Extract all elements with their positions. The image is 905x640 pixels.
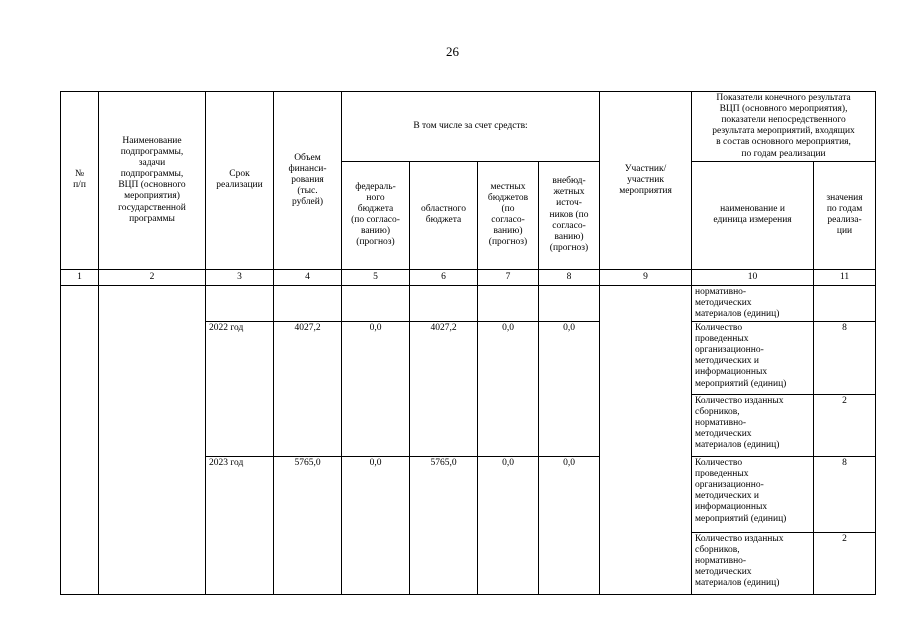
indicator-value: 8 [814, 321, 876, 394]
colnum: 2 [99, 269, 206, 285]
indicator-value: 2 [814, 394, 876, 456]
year-2023-local: 0,0 [478, 456, 539, 594]
cont-regional [410, 285, 478, 321]
indicator-value [814, 285, 876, 321]
colnum: 5 [342, 269, 410, 285]
header-name: Наименование подпрограммы, задачи подпрограммы, ВЦП (основного мероприятия) государственной программы [99, 92, 206, 270]
row-participant-cell [600, 285, 692, 594]
indicator-value: 8 [814, 456, 876, 532]
indicator-name: нормативно- методических материалов (единиц) [692, 285, 814, 321]
program-table [60, 91, 876, 595]
colnum: 7 [478, 269, 539, 285]
year-2022-extra: 0,0 [539, 321, 600, 456]
header-sources-group: В том числе за счет средств: [342, 92, 600, 162]
year-2023-total: 5765,0 [274, 456, 342, 594]
colnum: 11 [814, 269, 876, 285]
cont-federal [342, 285, 410, 321]
indicator-name: Количество изданных сборников, нормативно- методических материалов (единиц) [692, 532, 814, 594]
row-number-cell [61, 285, 99, 594]
header-participant: Участник/ участник мероприятия [600, 92, 692, 270]
indicator-name: Количество проведенных организационно- методических и информационных мероприятий (единиц) [692, 321, 814, 394]
header-number: № п/п [61, 92, 99, 270]
cont-total [274, 285, 342, 321]
header-indicator-name: наименование и единица измерения [692, 161, 814, 269]
header-period: Срок реализации [206, 92, 274, 270]
colnum: 1 [61, 269, 99, 285]
year-2023-extra: 0,0 [539, 456, 600, 594]
row-name-cell [99, 285, 206, 594]
colnum: 10 [692, 269, 814, 285]
colnum: 9 [600, 269, 692, 285]
year-2022-total: 4027,2 [274, 321, 342, 456]
year-2023-regional: 5765,0 [410, 456, 478, 594]
year-2022-federal: 0,0 [342, 321, 410, 456]
year-2022-period: 2022 год [206, 321, 274, 456]
header-federal: федераль- ного бюджета (по согласо- ванию) (прогноз) [342, 161, 410, 269]
year-2023-period: 2023 год [206, 456, 274, 594]
year-2022-local: 0,0 [478, 321, 539, 456]
header-indicator-value: значения по годам реализа- ции [814, 161, 876, 269]
year-2022-regional: 4027,2 [410, 321, 478, 456]
indicator-name: Количество изданных сборников, нормативно- методических материалов (единиц) [692, 394, 814, 456]
header-volume: Объем финанси- рования (тыс. рублей) [274, 92, 342, 270]
page-number: 26 [446, 44, 459, 59]
header-local: местных бюджетов (по согласо- ванию) (прогноз) [478, 161, 539, 269]
header-extra: внебюд- жетных источ- ников (по согласо- ванию) (прогноз) [539, 161, 600, 269]
colnum: 6 [410, 269, 478, 285]
indicator-value: 2 [814, 532, 876, 594]
year-2023-federal: 0,0 [342, 456, 410, 594]
colnum: 3 [206, 269, 274, 285]
cont-local [478, 285, 539, 321]
header-indicators-group: Показатели конечного результата ВЦП (основного мероприятия), показатели непосредственного результата мероприятий, входящих в состав основного мероприятия, по годам реализации [692, 92, 876, 162]
header-regional: областного бюджета [410, 161, 478, 269]
colnum: 8 [539, 269, 600, 285]
indicator-name: Количество проведенных организационно- методических и информационных мероприятий (единиц) [692, 456, 814, 532]
colnum: 4 [274, 269, 342, 285]
cont-extra [539, 285, 600, 321]
cont-period [206, 285, 274, 321]
